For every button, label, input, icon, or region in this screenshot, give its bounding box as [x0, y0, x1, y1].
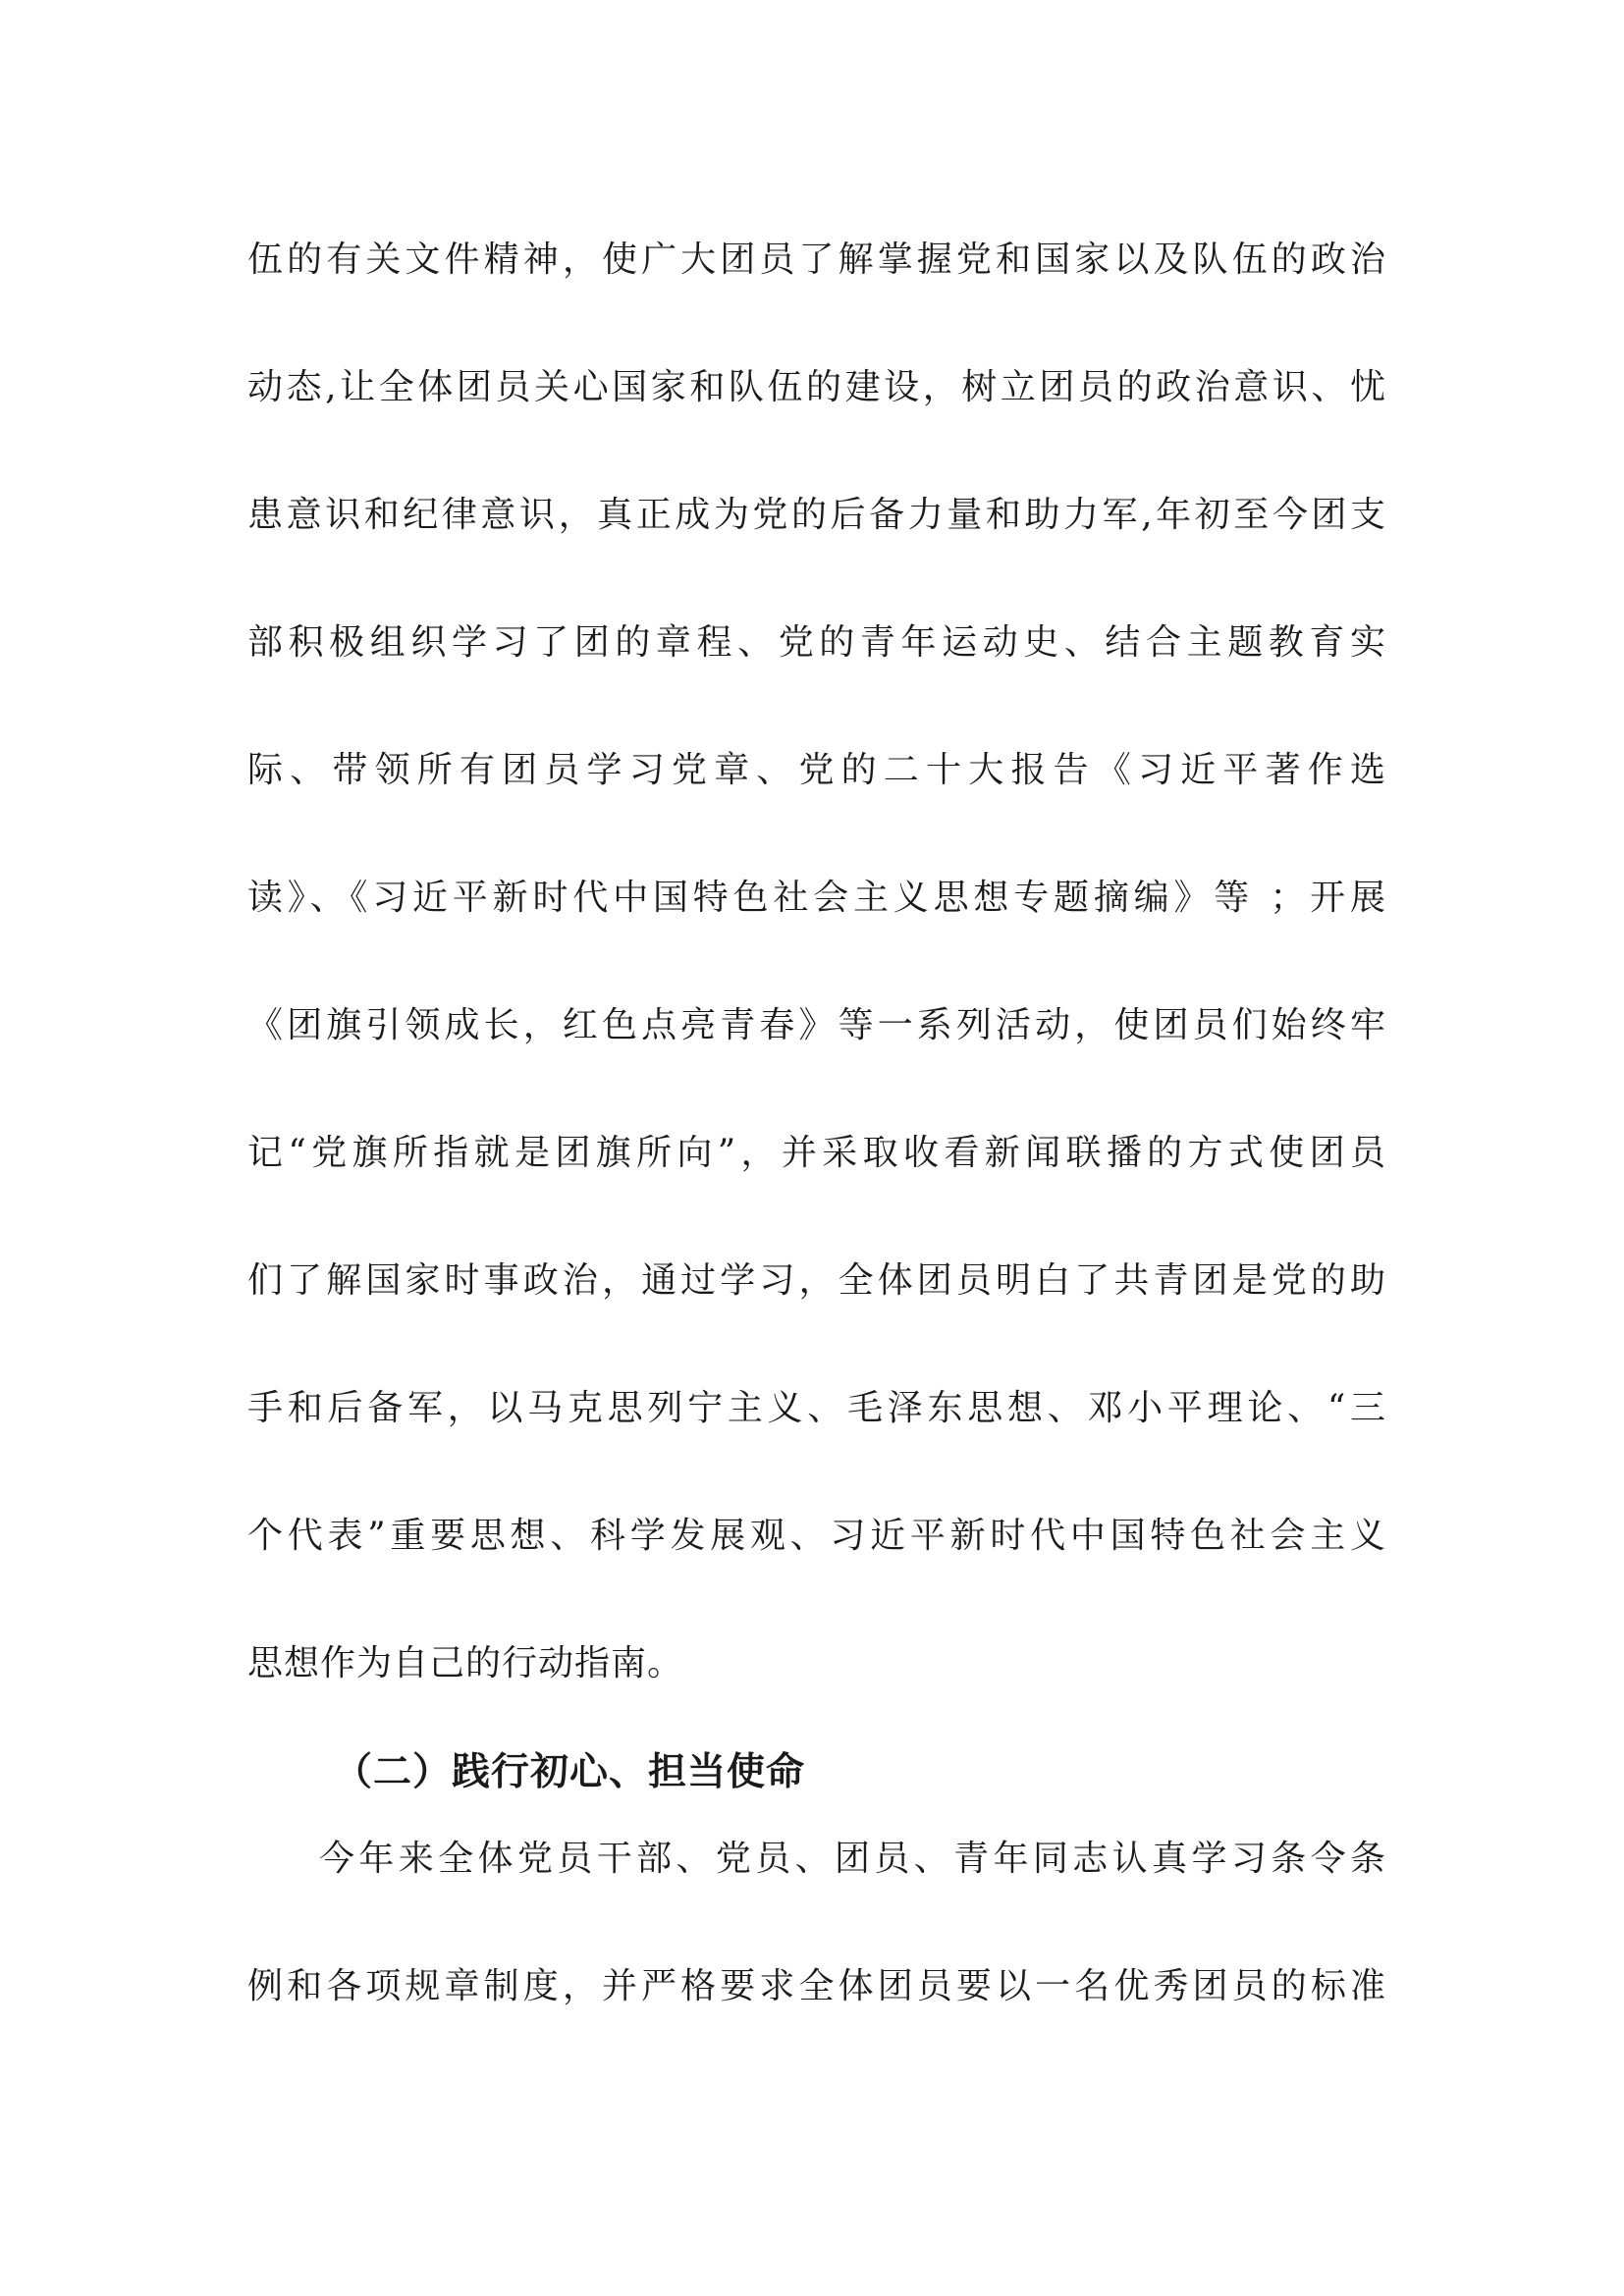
- text-line: 手和后备军，以马克思列宁主义、毛泽东思想、邓小平理论、“三: [247, 1388, 1386, 1428]
- text-line: 例和各项规章制度，并严格要求全体团员要以一名优秀团员的标准: [247, 1966, 1386, 2006]
- text-line: 《团旗引领成长，红色点亮青春》等一系列活动，使团员们始终牢: [247, 1005, 1386, 1045]
- text-line: 伍的有关文件精神，使广大团员了解掌握党和国家以及队伍的政治: [247, 240, 1386, 280]
- text-line: 今年来全体党员干部、党员、团员、青年同志认真学习条令条: [319, 1839, 1386, 1879]
- text-line: 思想作为自己的行动指南。: [247, 1643, 684, 1683]
- section-heading: （二）践行初心、担当使命: [334, 1750, 806, 1794]
- text-line: 个代表”重要思想、科学发展观、习近平新时代中国特色社会主义: [247, 1516, 1386, 1556]
- text-line: 患意识和纪律意识，真正成为党的后备力量和助力军,年初至今团支: [247, 495, 1386, 535]
- text-line: 动态,让全体团员关心国家和队伍的建设，树立团员的政治意识、忧: [247, 367, 1386, 407]
- text-line: 们了解国家时事政治，通过学习，全体团员明白了共青团是党的助: [247, 1260, 1386, 1301]
- text-line: 部积极组织学习了团的章程、党的青年运动史、结合主题教育实: [247, 622, 1386, 663]
- text-line: 记“党旗所指就是团旗所向”，并采取收看新闻联播的方式使团员: [247, 1133, 1386, 1173]
- text-line: 际、带领所有团员学习党章、党的二十大报告《习近平著作选: [247, 750, 1386, 790]
- text-line: 读》、《习近平新时代中国特色社会主义思想专题摘编》等 ；开展: [247, 878, 1386, 918]
